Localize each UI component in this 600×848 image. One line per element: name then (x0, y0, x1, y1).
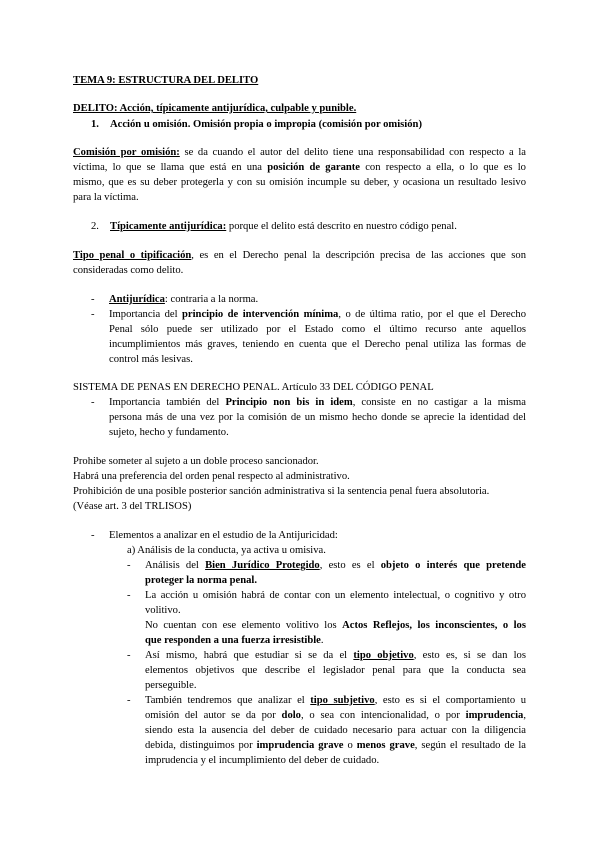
item-2-number: 2. (91, 221, 99, 232)
item-2-text: Típicamente antijurídica: porque el delito está descrito en nuestro código penal. (110, 221, 457, 232)
elementos-a: a) Análisis de la conducta, ya activa u omisiva. (127, 545, 326, 556)
antijuridica-bullet: Antijurídica: contraria a la norma. (109, 294, 259, 305)
elementos-intro: Elementos a analizar en el estudio de la Antijuricidad: (109, 530, 338, 541)
item-1-number: 1. (91, 119, 99, 130)
non-bis-line-2: persona más de una vez por la comisión de un mismo hecho donde se aprecie la identidad del (109, 412, 526, 423)
prohibe-line-2: Habrá una preferencia del orden penal respecto al administrativo. (73, 471, 350, 482)
delito-definition: DELITO: Acción, típicamente antijurídica, culpable y punible. (73, 103, 357, 114)
page-title: TEMA 9: ESTRUCTURA DEL DELITO (73, 75, 259, 86)
bullet-dash: - (127, 695, 131, 706)
tipo-subjetivo-line-3: siendo esta la ausencia del deber de cuidado necesario para actuar con la diligencia (145, 725, 526, 736)
bullet-dash: - (91, 309, 95, 320)
bullet-dash: - (127, 590, 131, 601)
prohibe-line-3: Prohibición de una posible posterior sanción administrativa si la sentencia penal fuera absolutoria. (73, 486, 490, 497)
tipo-penal-line-2: consideradas como delito. (73, 265, 184, 276)
omision-line-4: para la víctima. (73, 192, 139, 203)
bullet-dash: - (91, 530, 95, 541)
sistema-penas-heading: SISTEMA DE PENAS EN DERECHO PENAL. Artículo 33 DEL CÓDIGO PENAL (73, 382, 434, 393)
tipo-objetivo-line-2: elementos objetivos que describe el legislador penal para que la conducta sea (145, 665, 526, 676)
tipo-objetivo-line-1: Así mismo, habrá que estudiar si se da el tipo objetivo, esto es, si se dan los (145, 650, 526, 661)
bullet-dash: - (91, 397, 95, 408)
bien-juridico-line-2: proteger la norma penal. (145, 575, 258, 586)
non-bis-line-3: sujeto, hecho y fundamento. (109, 427, 229, 438)
prohibe-line-4: (Véase art. 3 del TRLISOS) (73, 501, 192, 512)
tipo-subjetivo-line-5: imprudencia y el incumplimiento del deber de cuidado. (145, 755, 380, 766)
tipo-subjetivo-line-4: debida, distinguimos por imprudencia grave o menos grave, según el resultado de la (145, 740, 526, 751)
elemento-cognitivo-line-1: La acción u omisión habrá de contar con un elemento intelectual, o cognitivo y otro (145, 590, 526, 601)
item-1-text: Acción u omisión. Omisión propia o impropia (comisión por omisión) (110, 119, 422, 130)
bullet-dash: - (127, 650, 131, 661)
non-bis-line-1: Importancia también del Principio non bis in idem, consiste en no castigar a la misma (109, 397, 526, 408)
tipo-subjetivo-line-1: También tendremos que analizar el tipo subjetivo, esto es si el comportamiento u (145, 695, 526, 706)
bullet-dash: - (91, 294, 95, 305)
elemento-cognitivo-line-2: volitivo. (145, 605, 181, 616)
intervencion-line-4: control más lesivas. (109, 354, 193, 365)
omision-line-3: mismo, que es su deber protegerla y con su omisión incumple su deber, y ocasiona un resultado lesivo (73, 177, 526, 188)
intervencion-line-2: Penal sólo puede ser utilizado por el Estado como el último recurso ante aquellos (109, 324, 526, 335)
intervencion-line-1: Importancia del principio de intervención mínima, o de última ratio, por el que el Derecho (109, 309, 526, 320)
omision-line-1: Comisión por omisión: se da cuando el autor del delito tiene una responsabilidad con respecto a la (73, 147, 526, 158)
omision-line-2: víctima, lo que se llama que está en una posición de garante con respecto a ella, o lo que es lo (73, 162, 526, 173)
bien-juridico-line-1: Análisis del Bien Jurídico Protegido, esto es el objeto o interés que pretende (145, 560, 526, 571)
prohibe-line-1: Prohibe someter al sujeto a un doble proceso sancionador. (73, 456, 319, 467)
elemento-volitivo-line-1: No cuentan con ese elemento volitivo los Actos Reflejos, los inconscientes, o los (145, 620, 526, 631)
intervencion-line-3: incumplimientos más graves, teniendo en cuenta que el Derecho penal utiliza las formas de (109, 339, 526, 350)
tipo-objetivo-line-3: perseguible. (145, 680, 197, 691)
elemento-volitivo-line-2: que responden a una fuerza irresistible. (145, 635, 324, 646)
tipo-subjetivo-line-2: omisión del autor se da por dolo, o sea con intencionalidad, o por imprudencia, (145, 710, 526, 721)
bullet-dash: - (127, 560, 131, 571)
tipo-penal-line-1: Tipo penal o tipificación, es en el Derecho penal la descripción precisa de las acciones que son (73, 250, 526, 261)
